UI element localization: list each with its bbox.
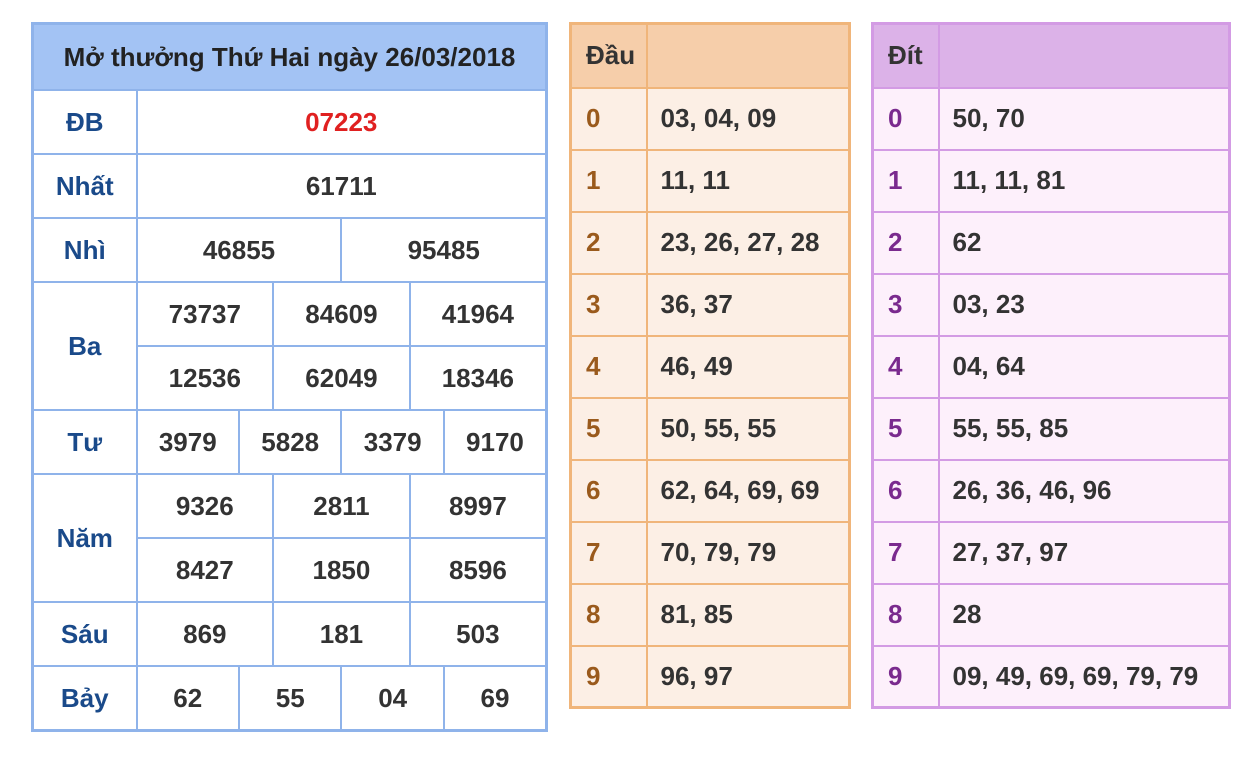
dau-value: 70, 79, 79	[647, 522, 850, 584]
dit-key: 1	[873, 150, 939, 212]
prize-label-nhi: Nhì	[33, 218, 137, 282]
dit-value: 09, 49, 69, 69, 79, 79	[939, 646, 1230, 708]
dau-row	[571, 584, 850, 646]
dit-row	[873, 212, 1230, 274]
dit-key: 9	[873, 646, 939, 708]
dau-row	[571, 212, 850, 274]
dit-row	[873, 88, 1230, 150]
dau-value: 11, 11	[647, 150, 850, 212]
dit-value: 28	[939, 584, 1230, 646]
dau-key: 5	[571, 398, 647, 460]
dau-key: 9	[571, 646, 647, 708]
prize-row-nhat	[33, 154, 547, 218]
prize-value-nhi: 95485	[341, 218, 546, 282]
dit-row	[873, 522, 1230, 584]
dit-row	[873, 150, 1230, 212]
dau-value: 23, 26, 27, 28	[647, 212, 850, 274]
prize-value-sau: 181	[273, 602, 410, 666]
dau-value: 62, 64, 69, 69	[647, 460, 850, 522]
prize-row-tu	[33, 410, 547, 474]
dit-row	[873, 274, 1230, 336]
dau-row	[571, 336, 850, 398]
dau-value: 50, 55, 55	[647, 398, 850, 460]
prize-value-ba: 84609	[273, 282, 410, 346]
prize-label-tu: Tư	[33, 410, 137, 474]
dit-value: 50, 70	[939, 88, 1230, 150]
dit-value: 62	[939, 212, 1230, 274]
dau-table	[569, 22, 851, 709]
prize-value-ba: 62049	[273, 346, 410, 410]
dau-row	[571, 460, 850, 522]
dit-value: 55, 55, 85	[939, 398, 1230, 460]
dit-value: 27, 37, 97	[939, 522, 1230, 584]
dau-value: 03, 04, 09	[647, 88, 850, 150]
dit-row	[873, 584, 1230, 646]
prize-value-nam: 2811	[273, 474, 410, 538]
results-title: Mở thưởng Thứ Hai ngày 26/03/2018	[33, 24, 547, 91]
prize-value-tu: 3979	[137, 410, 239, 474]
dau-key: 2	[571, 212, 647, 274]
dit-key: 2	[873, 212, 939, 274]
prize-value-nam: 8997	[410, 474, 547, 538]
prize-value-ba: 41964	[410, 282, 547, 346]
prize-row-ba	[33, 282, 547, 346]
results-header-row	[33, 24, 547, 91]
prize-value-ba: 73737	[137, 282, 274, 346]
dit-value: 26, 36, 46, 96	[939, 460, 1230, 522]
dit-table	[871, 22, 1231, 709]
prize-value-nhi: 46855	[137, 218, 342, 282]
dit-value: 03, 23	[939, 274, 1230, 336]
prize-value-nam: 8427	[137, 538, 274, 602]
dit-key: 7	[873, 522, 939, 584]
dit-header-blank	[939, 24, 1230, 88]
prize-value-sau: 503	[410, 602, 547, 666]
dau-row	[571, 522, 850, 584]
prize-row-bay	[33, 666, 547, 731]
dit-key: 4	[873, 336, 939, 398]
prize-value-tu: 9170	[444, 410, 547, 474]
dau-header: Đầu	[571, 24, 647, 88]
prize-label-sau: Sáu	[33, 602, 137, 666]
dit-key: 5	[873, 398, 939, 460]
prize-label-db: ĐB	[33, 90, 137, 154]
dau-key: 7	[571, 522, 647, 584]
dau-header-row	[571, 24, 850, 88]
prize-value-sau: 869	[137, 602, 274, 666]
dit-header-row	[873, 24, 1230, 88]
dit-value: 04, 64	[939, 336, 1230, 398]
dau-row	[571, 88, 850, 150]
prize-value-tu: 3379	[341, 410, 443, 474]
dit-key: 6	[873, 460, 939, 522]
dit-row	[873, 646, 1230, 708]
dit-header: Đít	[873, 24, 939, 88]
prize-value-nam: 8596	[410, 538, 547, 602]
prize-value-tu: 5828	[239, 410, 341, 474]
prize-value-ba: 18346	[410, 346, 547, 410]
dau-key: 3	[571, 274, 647, 336]
dit-value: 11, 11, 81	[939, 150, 1230, 212]
dau-value: 96, 97	[647, 646, 850, 708]
prize-value-nam: 9326	[137, 474, 274, 538]
results-table	[31, 22, 548, 732]
prize-row-nhi	[33, 218, 547, 282]
prize-value-db: 07223	[137, 90, 547, 154]
dau-value: 36, 37	[647, 274, 850, 336]
dau-key: 6	[571, 460, 647, 522]
prize-label-ba: Ba	[33, 282, 137, 410]
dau-row	[571, 274, 850, 336]
dit-key: 8	[873, 584, 939, 646]
prize-value-nhat: 61711	[137, 154, 547, 218]
prize-label-bay: Bảy	[33, 666, 137, 731]
prize-label-nhat: Nhất	[33, 154, 137, 218]
prize-value-bay: 04	[341, 666, 443, 731]
dau-header-blank	[647, 24, 850, 88]
dau-key: 8	[571, 584, 647, 646]
dau-key: 1	[571, 150, 647, 212]
prize-value-nam: 1850	[273, 538, 410, 602]
prize-value-bay: 69	[444, 666, 547, 731]
prize-label-nam: Năm	[33, 474, 137, 602]
prize-value-bay: 55	[239, 666, 341, 731]
dit-row	[873, 398, 1230, 460]
prize-row-nam	[33, 474, 547, 538]
prize-value-ba: 12536	[137, 346, 274, 410]
dau-row	[571, 398, 850, 460]
dit-row	[873, 460, 1230, 522]
dit-key: 3	[873, 274, 939, 336]
dau-row	[571, 646, 850, 708]
prize-value-bay: 62	[137, 666, 239, 731]
dit-key: 0	[873, 88, 939, 150]
prize-row-db	[33, 90, 547, 154]
prize-row-sau	[33, 602, 547, 666]
dau-row	[571, 150, 850, 212]
dau-key: 4	[571, 336, 647, 398]
dau-value: 46, 49	[647, 336, 850, 398]
dit-row	[873, 336, 1230, 398]
dau-key: 0	[571, 88, 647, 150]
dau-value: 81, 85	[647, 584, 850, 646]
